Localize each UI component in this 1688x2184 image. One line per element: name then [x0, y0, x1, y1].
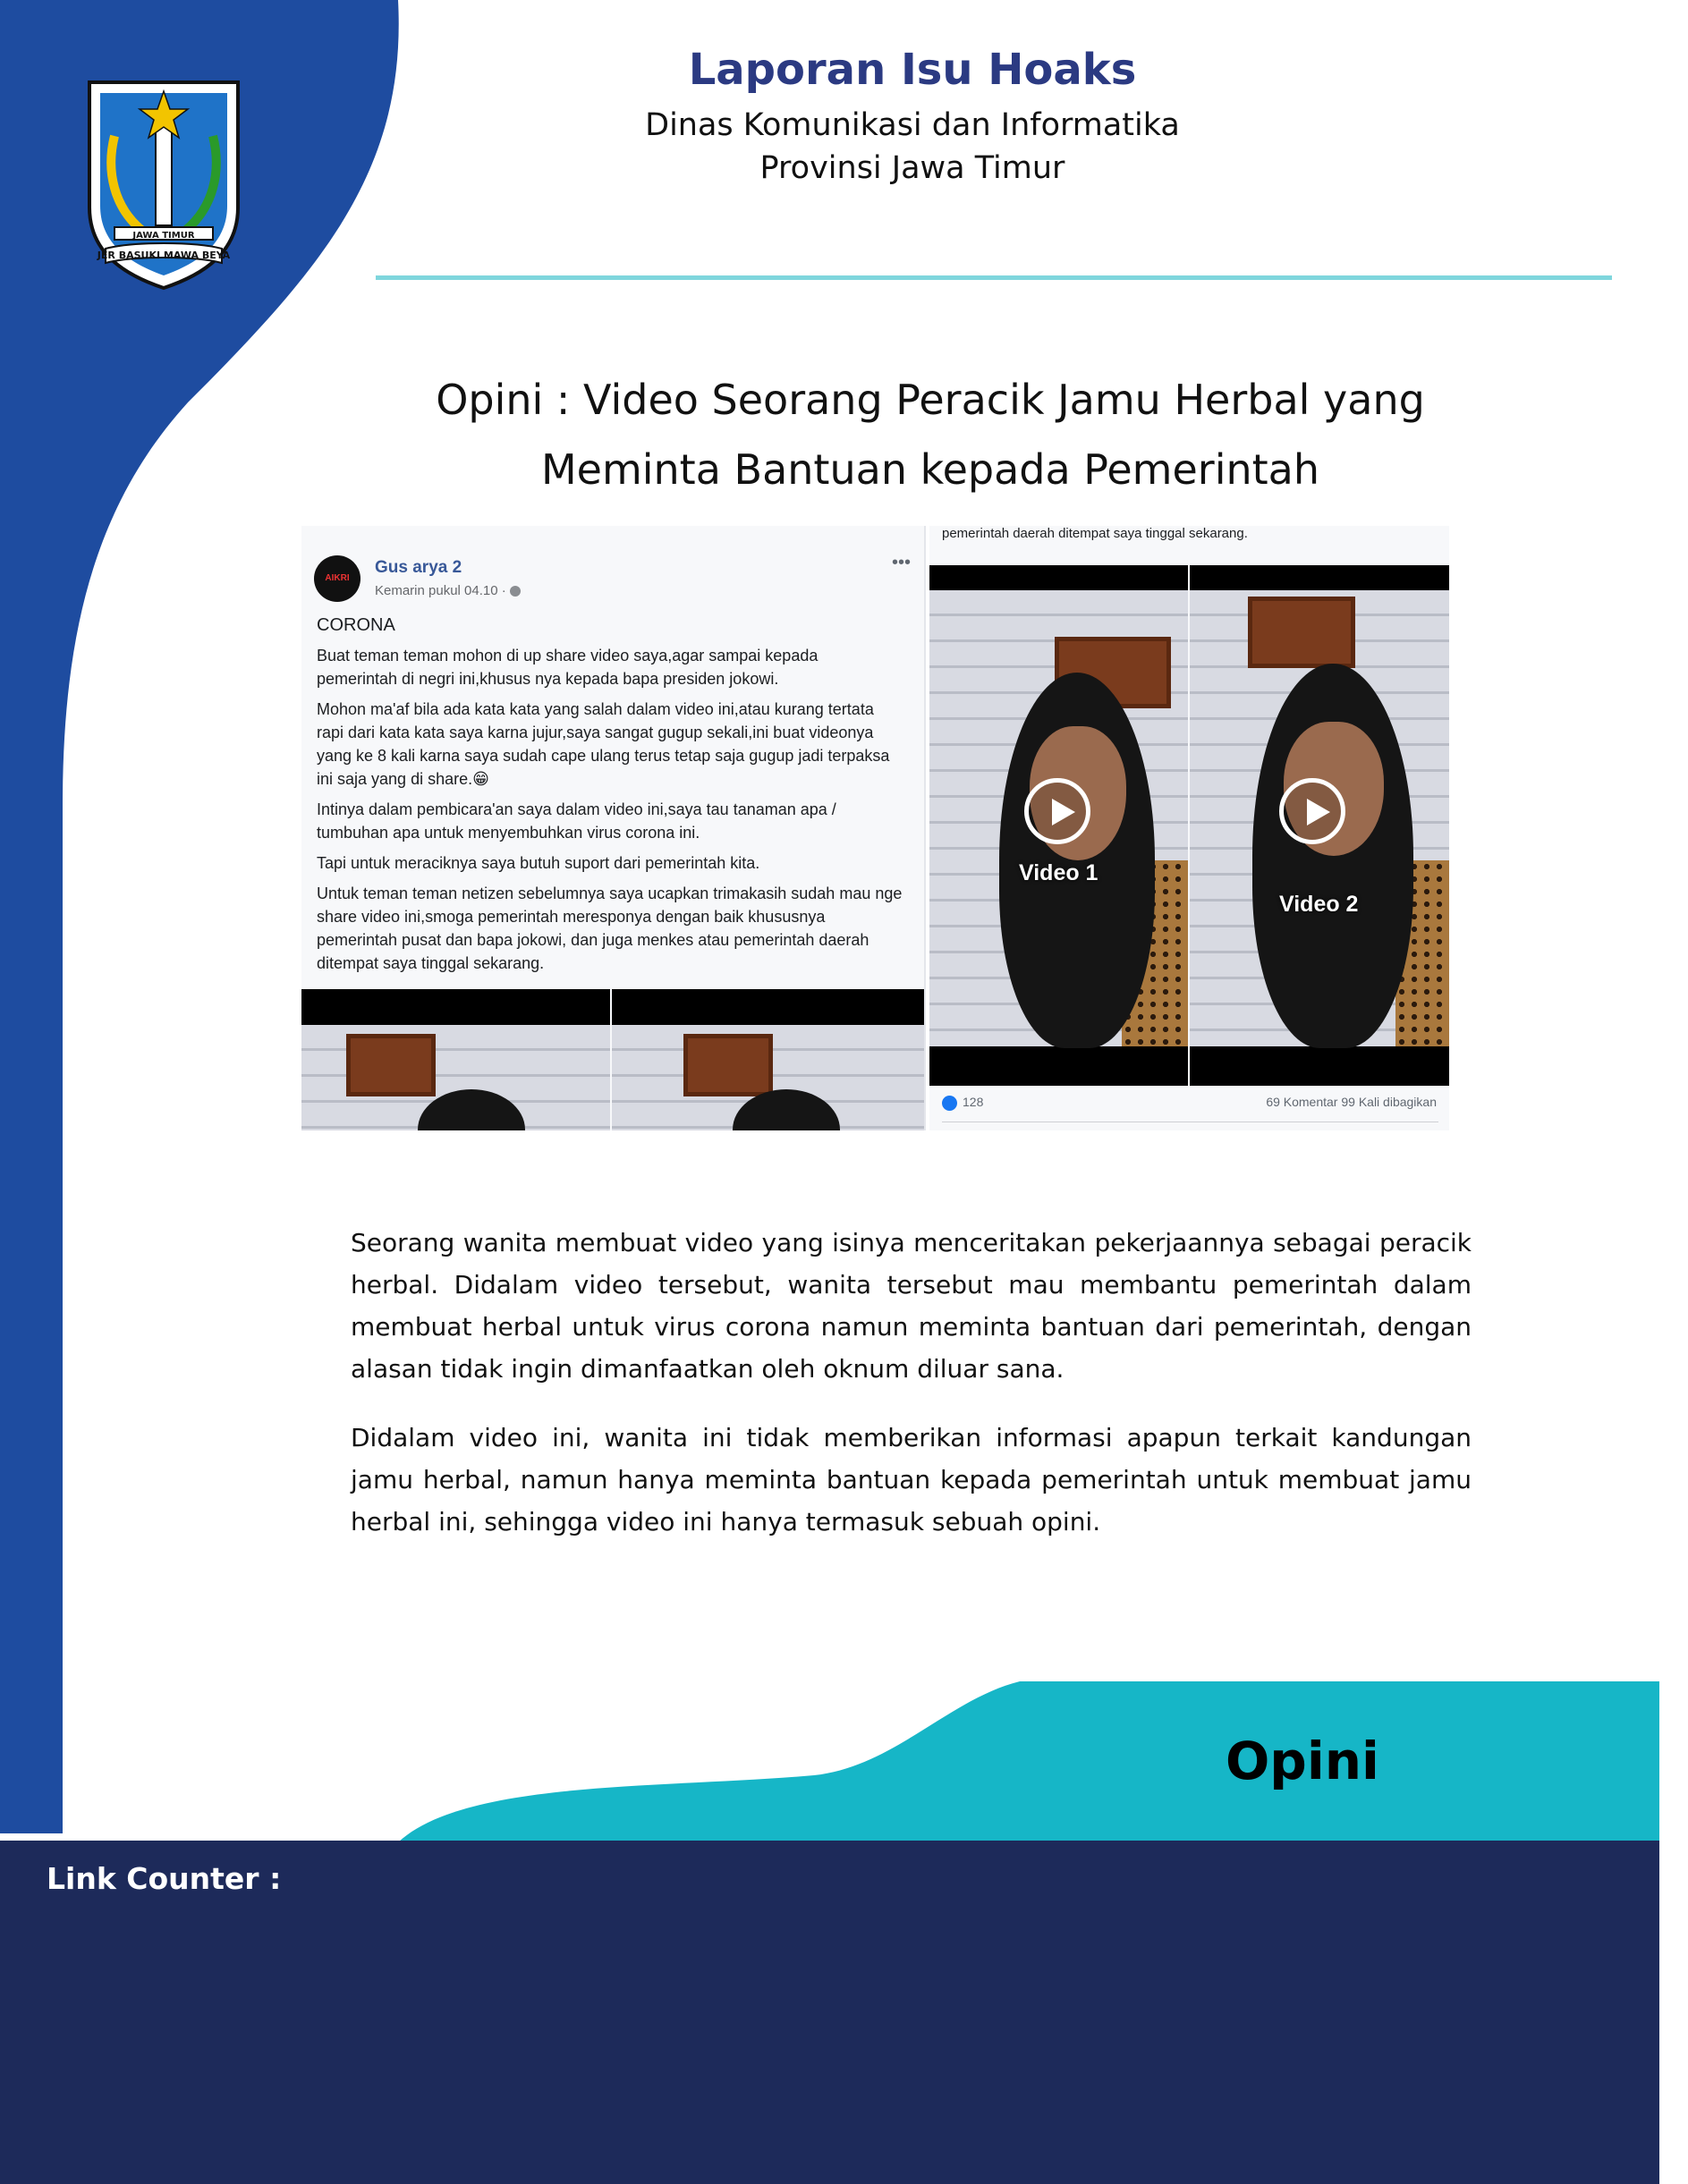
comments-shares-count[interactable]: 69 Komentar 99 Kali dibagikan [1266, 1095, 1437, 1109]
post-paragraph-3: Intinya dalam pembicara'an saya dalam video ini,saya tau tanaman apa / tumbuhan apa untuk menyembuhkan virus corona ini. [317, 800, 836, 842]
teal-wave-band [398, 1681, 1659, 1842]
report-title: Laporan Isu Hoaks [688, 45, 1137, 95]
video-2-thumbnail[interactable] [1190, 565, 1449, 1086]
body-paragraph-1: Seorang wanita membuat video yang isinya menceritakan pekerjaannya sebagai peracik herbal. Didalam video tersebut, wanita tersebut mau membantu pemerintah dalam membuat herbal untuk virus corona namun meminta bantuan dari pemerintah, dengan alasan tidak ingin dimanfaatkan oleh oknum diluar sana. [351, 1228, 1472, 1384]
video-thumbnail-3[interactable] [301, 989, 610, 1130]
agency-name: Dinas Komunikasi dan Informatika [645, 107, 1180, 143]
province-name: Provinsi Jawa Timur [759, 150, 1065, 186]
post-body [317, 614, 903, 982]
post-paragraph-4: Tapi untuk meraciknya saya butuh suport dari pemerintah kita. [317, 854, 760, 872]
emblem-motto-text: JER BASUKI MAWA BEYA [97, 250, 231, 261]
post-paragraph-1: Buat teman teman mohon di up share video saya,agar sampai kepada pemerintah di negri ini,khusus nya kepada bapa presiden jokowi. [317, 647, 819, 688]
post-timestamp [375, 583, 521, 598]
video-1-label: Video 1 [1019, 860, 1098, 885]
reactions-count[interactable] [942, 1095, 983, 1111]
post-video-panel [929, 526, 1449, 1130]
post-author-name[interactable]: Gus arya 2 [375, 558, 462, 577]
header-divider [376, 275, 1612, 280]
video-2-play-icon[interactable] [1279, 778, 1345, 844]
author-avatar: AIKRI [314, 555, 361, 602]
east-java-emblem [79, 73, 249, 292]
post-continued-text: pemerintah daerah ditempat saya tinggal sekarang. [942, 526, 1248, 541]
post-paragraph-5: Untuk teman teman netizen sebelumnya saya ucapkan trimakasih sudah mau nge share video ini,smoga pemerintah meresponya dengan baik khususnya pemerintah pusat dan bapa jokowi, dan juga menkes atau pemerintah daerah ditempat saya tinggal sekarang. [317, 885, 903, 972]
post-timestamp-text: Kemarin pukul 04.10 · [375, 583, 510, 598]
emblem-ribbon-text: JAWA TIMUR [132, 231, 195, 241]
post-text-panel [301, 526, 926, 1130]
post-paragraph-2: Mohon ma'af bila ada kata kata yang salah dalam video ini,atau kurang tertata rapi dari kata kata saya karna jujur,saya sangat gugup sekali,ini buat videonya yang ke 8 kali karna saya sudah cape ulang terus tetap saja gugup jadi terpaksa ini saja yang di share.😁 [317, 700, 890, 788]
facebook-post-screenshot [301, 526, 1449, 1130]
category-badge: Opini [1226, 1731, 1379, 1791]
video-1-thumbnail[interactable] [929, 565, 1188, 1086]
document-title-line-1: Opini : Video Seorang Peracik Jamu Herbal yang [436, 376, 1425, 424]
likes-number: 128 [963, 1095, 984, 1109]
video-thumbnail-4[interactable] [612, 989, 924, 1130]
more-options-icon[interactable]: ••• [892, 553, 912, 572]
globe-icon [510, 586, 521, 597]
body-paragraph-2: Didalam video ini, wanita ini tidak memberikan informasi apapun terkait kandungan jamu herbal, namun hanya meminta bantuan kepada pemerintah untuk membuat jamu herbal ini, sehingga video ini hanya termasuk sebuah opini. [351, 1423, 1472, 1536]
link-counter-label: Link Counter : [47, 1861, 282, 1896]
like-icon [942, 1096, 957, 1111]
video-2-label: Video 2 [1279, 892, 1359, 917]
document-title [358, 365, 1503, 504]
video-1-play-icon[interactable] [1024, 778, 1090, 844]
document-title-line-2: Meminta Bantuan kepada Pemerintah [540, 445, 1320, 494]
post-heading: CORONA [317, 615, 395, 635]
